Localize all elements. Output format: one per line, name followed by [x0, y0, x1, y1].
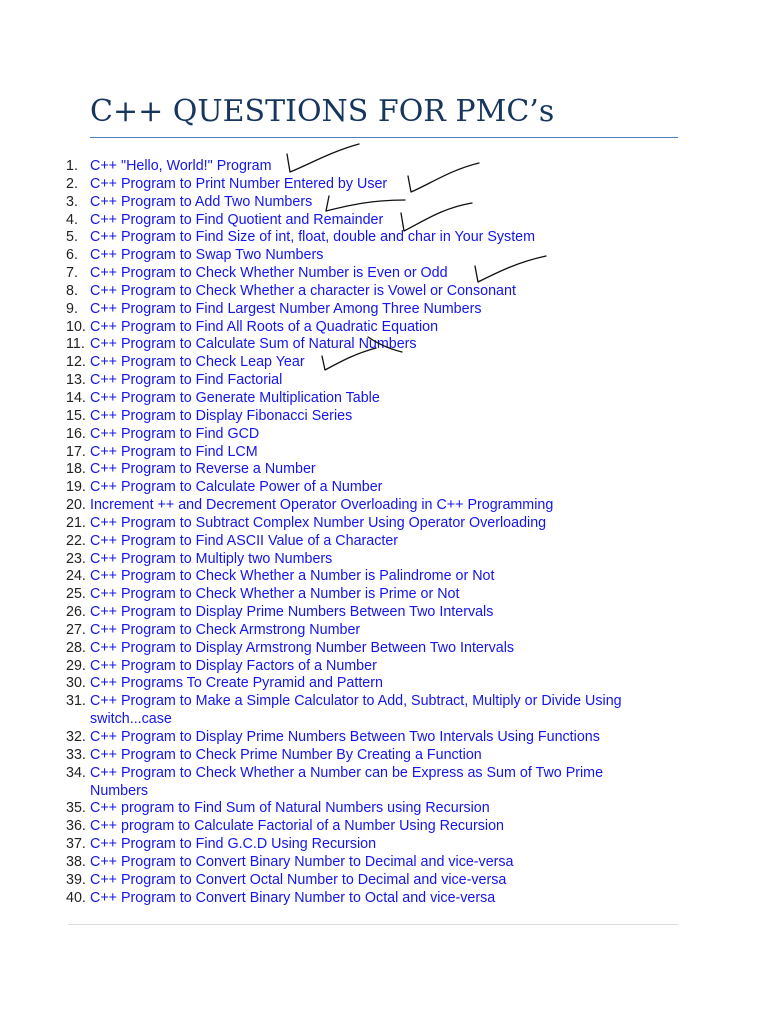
question-item-38 — [0, 854, 664, 872]
question-number: 14. — [66, 389, 86, 406]
question-number: 6. — [66, 247, 78, 264]
question-link-31[interactable]: C++ Program to Make a Simple Calculator to Add, Subtract, Multiply or Divide Using switch...case — [90, 693, 622, 728]
question-item-27 — [0, 622, 664, 640]
question-item-6 — [0, 247, 664, 265]
question-item-9 — [0, 301, 664, 319]
question-link-25[interactable]: C++ Program to Check Whether a Number is Prime or Not — [90, 586, 460, 603]
question-number: 26. — [66, 604, 86, 621]
question-number: 15. — [66, 407, 86, 424]
question-link-8[interactable]: C++ Program to Check Whether a character is Vowel or Consonant — [90, 282, 516, 299]
question-number: 23. — [66, 550, 86, 567]
question-item-15 — [0, 408, 664, 426]
question-item-23 — [0, 551, 664, 569]
question-link-17[interactable]: C++ Program to Find LCM — [90, 443, 258, 460]
question-link-40[interactable]: C++ Program to Convert Binary Number to Octal and vice-versa — [90, 889, 496, 906]
title-underline — [90, 137, 678, 138]
question-link-32[interactable]: C++ Program to Display Prime Numbers Between Two Intervals Using Functions — [90, 729, 600, 745]
question-item-19 — [0, 479, 664, 497]
question-link-5[interactable]: C++ Program to Find Size of int, float, double and char in Your System — [90, 229, 536, 246]
question-number: 34. — [66, 764, 86, 781]
question-link-34[interactable]: C++ Program to Check Whether a Number can be Express as Sum of Two Prime Numbers — [90, 764, 604, 799]
question-number: 11. — [66, 336, 85, 353]
question-number: 13. — [66, 372, 86, 389]
question-link-15[interactable]: C++ Program to Display Fibonacci Series — [90, 407, 353, 424]
question-item-13 — [0, 372, 664, 390]
question-number: 16. — [66, 425, 86, 442]
question-item-3 — [0, 194, 664, 212]
question-number: 3. — [66, 193, 78, 210]
question-number: 40. — [66, 889, 86, 906]
question-item-14 — [0, 390, 664, 408]
question-link-35[interactable]: C++ program to Find Sum of Natural Numbers using Recursion — [90, 800, 490, 817]
question-number: 1. — [66, 158, 78, 174]
question-link-39[interactable]: C++ Program to Convert Octal Number to Decimal and vice-versa — [90, 871, 507, 888]
question-number: 32. — [66, 729, 86, 745]
question-item-16 — [0, 426, 664, 444]
question-number: 21. — [66, 514, 86, 531]
question-item-35 — [0, 800, 664, 818]
question-link-11[interactable]: C++ Program to Calculate Sum of Natural Numbers — [90, 336, 417, 353]
question-item-25 — [0, 586, 664, 604]
question-link-2[interactable]: C++ Program to Print Number Entered by User — [90, 175, 388, 192]
question-number: 5. — [66, 229, 78, 246]
question-link-18[interactable]: C++ Program to Reverse a Number — [90, 461, 316, 478]
question-number: 17. — [66, 443, 86, 460]
question-link-3[interactable]: C++ Program to Add Two Numbers — [90, 193, 313, 210]
question-number: 20. — [66, 497, 86, 514]
question-item-18 — [0, 461, 664, 479]
question-link-10[interactable]: C++ Program to Find All Roots of a Quadratic Equation — [90, 318, 439, 335]
question-item-33 — [0, 747, 664, 765]
question-link-22[interactable]: C++ Program to Find ASCII Value of a Character — [90, 532, 399, 549]
question-link-24[interactable]: C++ Program to Check Whether a Number is Palindrome or Not — [90, 568, 495, 585]
question-number: 4. — [66, 211, 78, 228]
question-list — [0, 158, 664, 907]
question-link-36[interactable]: C++ program to Calculate Factorial of a Number Using Recursion — [90, 818, 504, 835]
question-item-39 — [0, 872, 664, 890]
question-link-14[interactable]: C++ Program to Generate Multiplication Table — [90, 389, 380, 406]
question-number: 28. — [66, 639, 86, 656]
question-link-7[interactable]: C++ Program to Check Whether Number is Even or Odd — [90, 265, 448, 282]
question-item-17 — [0, 444, 664, 462]
question-link-16[interactable]: C++ Program to Find GCD — [90, 425, 260, 442]
question-item-22 — [0, 533, 664, 551]
question-number: 24. — [66, 568, 86, 585]
question-link-37[interactable]: C++ Program to Find G.C.D Using Recursion — [90, 836, 377, 853]
question-link-13[interactable]: C++ Program to Find Factorial — [90, 372, 283, 389]
question-item-4 — [0, 212, 664, 230]
question-item-12 — [0, 354, 664, 372]
question-item-37 — [0, 836, 664, 854]
question-item-8 — [0, 283, 664, 301]
question-link-19[interactable]: C++ Program to Calculate Power of a Number — [90, 479, 383, 496]
question-number: 9. — [66, 300, 78, 317]
question-item-2 — [0, 176, 664, 194]
question-item-30 — [0, 675, 664, 693]
question-item-31 — [0, 693, 664, 729]
question-number: 7. — [66, 265, 78, 282]
question-item-10 — [0, 319, 664, 337]
question-number: 39. — [66, 871, 86, 888]
question-number: 35. — [66, 800, 86, 817]
question-link-9[interactable]: C++ Program to Find Largest Number Among Three Numbers — [90, 300, 482, 317]
question-link-12[interactable]: C++ Program to Check Leap Year — [90, 354, 305, 371]
question-number: 38. — [66, 853, 86, 870]
question-link-28[interactable]: C++ Program to Display Armstrong Number Between Two Intervals — [90, 639, 515, 656]
question-link-4[interactable]: C++ Program to Find Quotient and Remainder — [90, 211, 384, 228]
question-link-26[interactable]: C++ Program to Display Prime Numbers Between Two Intervals — [90, 604, 494, 621]
question-item-7 — [0, 265, 664, 283]
question-number: 37. — [66, 836, 86, 853]
question-number: 30. — [66, 675, 86, 692]
question-item-28 — [0, 640, 664, 658]
question-number: 31. — [66, 693, 86, 710]
question-item-11 — [0, 336, 664, 354]
question-number: 18. — [66, 461, 86, 478]
question-link-21[interactable]: C++ Program to Subtract Complex Number Using Operator Overloading — [90, 514, 547, 531]
question-item-24 — [0, 568, 664, 586]
question-link-38[interactable]: C++ Program to Convert Binary Number to Decimal and vice-versa — [90, 853, 514, 870]
question-number: 12. — [66, 354, 86, 371]
question-link-27[interactable]: C++ Program to Check Armstrong Number — [90, 621, 361, 638]
question-link-29[interactable]: C++ Program to Display Factors of a Number — [90, 657, 377, 674]
question-link-20[interactable]: Increment ++ and Decrement Operator Overloading in C++ Programming — [90, 497, 554, 514]
question-number: 33. — [66, 746, 86, 763]
question-number: 22. — [66, 532, 86, 549]
question-item-5 — [0, 229, 664, 247]
question-item-32 — [0, 729, 664, 747]
question-item-1 — [0, 158, 664, 176]
question-item-29 — [0, 658, 664, 676]
question-item-26 — [0, 604, 664, 622]
question-number: 10. — [66, 318, 86, 335]
question-link-6[interactable]: C++ Program to Swap Two Numbers — [90, 247, 324, 264]
question-number: 29. — [66, 657, 86, 674]
question-item-34 — [0, 765, 664, 801]
question-link-23[interactable]: C++ Program to Multiply two Numbers — [90, 550, 333, 567]
question-item-36 — [0, 818, 664, 836]
question-number: 8. — [66, 282, 78, 299]
question-item-21 — [0, 515, 664, 533]
question-link-30[interactable]: C++ Programs To Create Pyramid and Pattern — [90, 675, 383, 692]
question-number: 36. — [66, 818, 86, 835]
question-number: 19. — [66, 479, 86, 496]
question-number: 2. — [66, 175, 78, 192]
question-item-40 — [0, 890, 664, 908]
question-number: 27. — [66, 621, 86, 638]
page-title: C++ QUESTIONS FOR PMC’s — [90, 94, 555, 129]
question-link-33[interactable]: C++ Program to Check Prime Number By Creating a Function — [90, 746, 482, 763]
bottom-divider — [68, 924, 678, 925]
question-number: 25. — [66, 586, 86, 603]
question-link-1[interactable]: C++ "Hello, World!" Program — [90, 158, 272, 174]
question-item-20 — [0, 497, 664, 515]
